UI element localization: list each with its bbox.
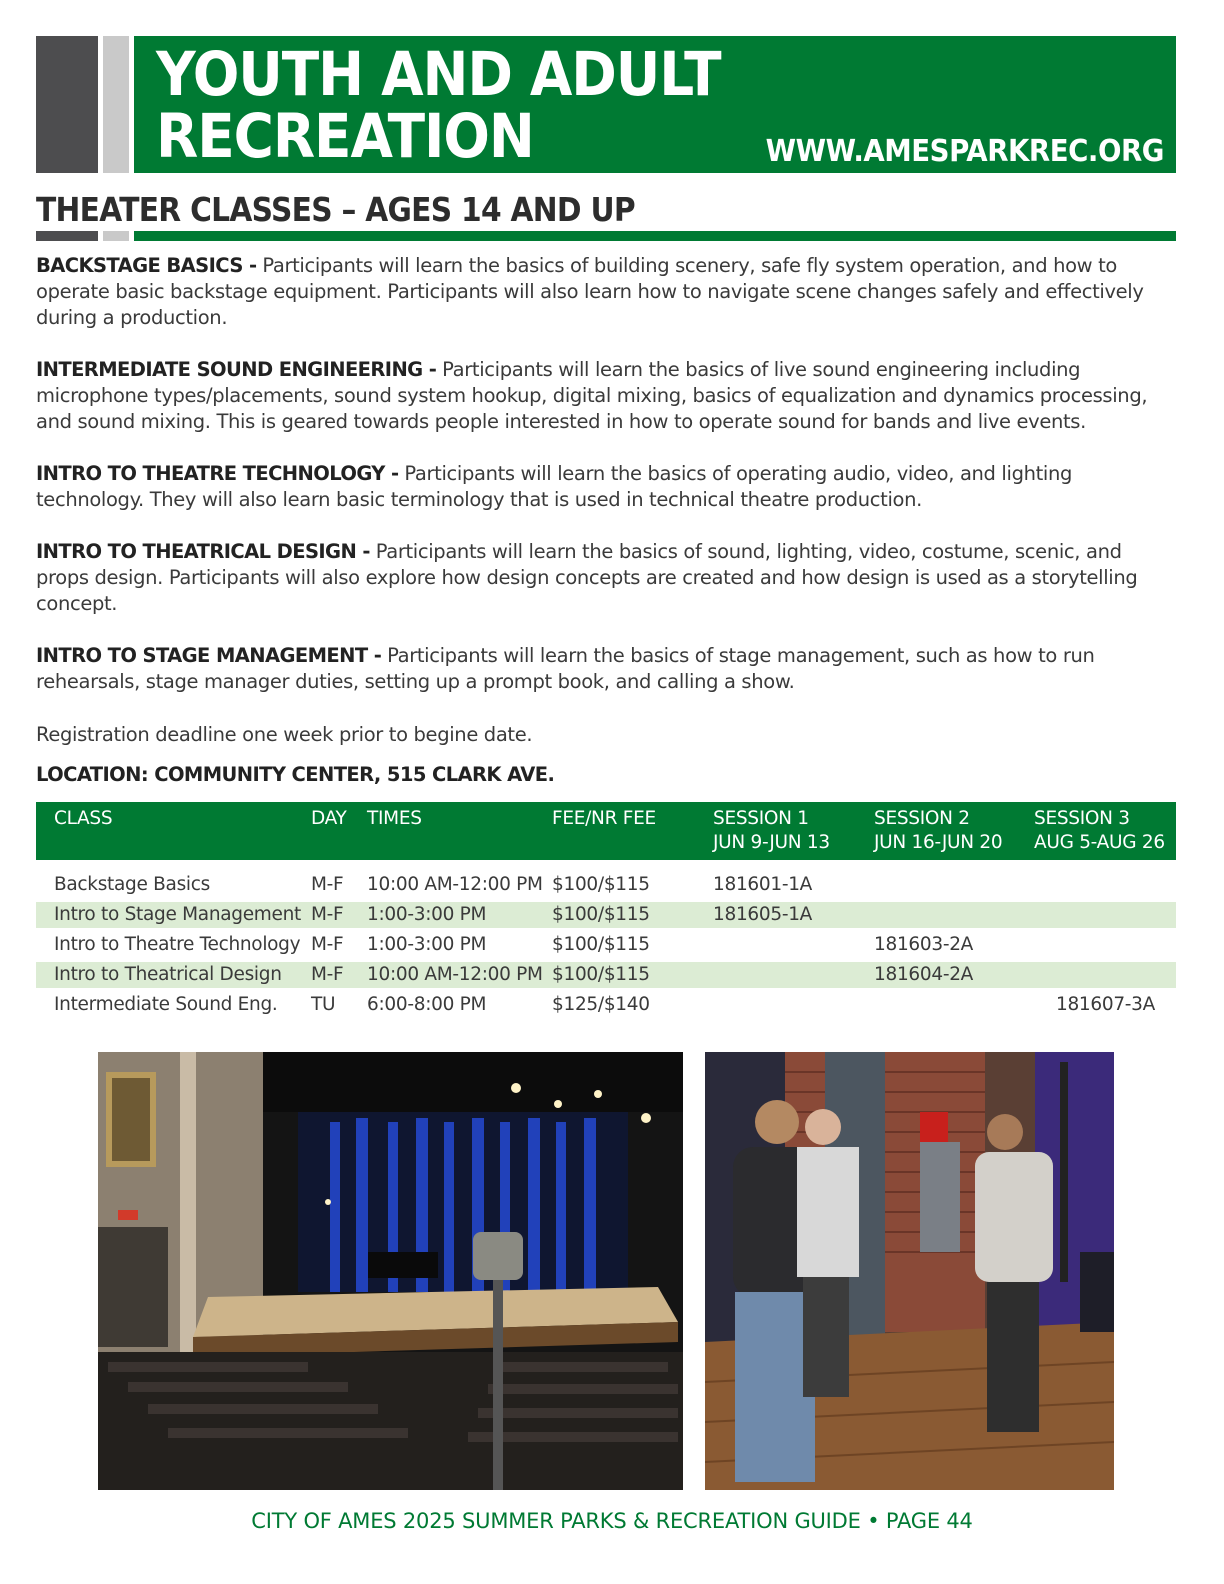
cell-fee: $100/$115 [552, 874, 650, 895]
header-session3-label: SESSION 3 [1034, 808, 1130, 829]
description-text: Participants will learn the basics of sound, lighting, video, costume, scenic, and props design. Participants will also explore how design concepts are created and how design is used as a storytelling concept. [36, 540, 1138, 615]
section-title: THEATER CLASSES – AGES 14 AND UP [36, 190, 635, 229]
table-row [36, 932, 1176, 958]
cell-fee: $100/$115 [552, 904, 650, 925]
cell-session1: 181601-1A [713, 874, 813, 895]
header-accent-light [103, 36, 129, 173]
description-title: INTRO TO THEATRICAL DESIGN - [36, 540, 370, 563]
schedule-table [36, 802, 1176, 1015]
header-session3-dates: AUG 5-AUG 26 [1034, 832, 1165, 853]
table-row [36, 992, 1176, 1018]
description-stage-management [36, 643, 1176, 695]
cell-times: 10:00 AM-12:00 PM [367, 874, 543, 895]
header-session2-label: SESSION 2 [874, 808, 970, 829]
description-backstage-basics [36, 253, 1176, 331]
cell-times: 10:00 AM-12:00 PM [367, 964, 543, 985]
section-rule-dark [36, 231, 98, 241]
page-title-line2: RECREATION [156, 101, 534, 172]
registration-deadline: Registration deadline one week prior to begine date. [36, 723, 533, 746]
cell-day: TU [311, 994, 336, 1015]
header-session1 [713, 807, 830, 855]
page-footer: CITY OF AMES 2025 SUMMER PARKS & RECREATION GUIDE • PAGE 44 [251, 1509, 973, 1533]
class-descriptions [36, 253, 1176, 721]
cell-fee: $125/$140 [552, 994, 650, 1015]
page-title-line1: YOUTH AND ADULT [156, 39, 721, 110]
cell-class: Backstage Basics [54, 874, 210, 895]
header-session1-dates: JUN 9-JUN 13 [713, 832, 830, 853]
cell-day: M-F [311, 964, 344, 985]
backstage-crew-photo [705, 1052, 1114, 1490]
cell-times: 1:00-3:00 PM [367, 904, 487, 925]
description-theatrical-design [36, 539, 1176, 617]
page-title [156, 39, 721, 172]
table-row [36, 872, 1176, 898]
header-class: CLASS [54, 808, 113, 829]
header-session2 [874, 807, 1002, 855]
description-text: Participants will learn the basics of operating audio, video, and lighting technology. They will also learn basic terminology that is used in technical theatre production. [36, 462, 1073, 511]
header-session3 [1034, 807, 1165, 855]
description-theatre-technology [36, 461, 1176, 513]
cell-times: 6:00-8:00 PM [367, 994, 487, 1015]
website-url: WWW.AMESPARKREC.ORG [765, 134, 1164, 169]
cell-session2: 181604-2A [874, 964, 974, 985]
cell-class: Intro to Theatre Technology [54, 934, 301, 955]
header-accent-dark [36, 36, 98, 173]
description-text: Participants will learn the basics of stage management, such as how to run rehearsals, stage manager duties, setting up a prompt book, and calling a show. [36, 644, 1095, 693]
description-title: INTRO TO STAGE MANAGEMENT - [36, 644, 382, 667]
description-title: BACKSTAGE BASICS - [36, 254, 257, 277]
cell-class: Intro to Stage Management [54, 904, 301, 925]
cell-session2: 181603-2A [874, 934, 974, 955]
header-fee: FEE/NR FEE [552, 808, 656, 829]
description-title: INTERMEDIATE SOUND ENGINEERING - [36, 358, 437, 381]
cell-fee: $100/$115 [552, 964, 650, 985]
header-session1-label: SESSION 1 [713, 808, 809, 829]
cell-day: M-F [311, 874, 344, 895]
table-header [36, 802, 1176, 860]
description-text: Participants will learn the basics of building scenery, safe fly system operation, and how to operate basic backstage equipment. Participants will also learn how to navigate scene changes safely and effectively during a production. [36, 254, 1144, 329]
header-day: DAY [311, 808, 347, 829]
section-rule-light [103, 231, 129, 241]
section-rule-green [134, 231, 1176, 241]
header-times: TIMES [367, 808, 422, 829]
theater-stage-photo [98, 1052, 683, 1490]
header-session2-dates: JUN 16-JUN 20 [874, 832, 1003, 853]
cell-day: M-F [311, 934, 344, 955]
description-title: INTRO TO THEATRE TECHNOLOGY - [36, 462, 399, 485]
location-label: LOCATION: COMMUNITY CENTER, 515 CLARK AVE. [36, 763, 555, 786]
cell-class: Intermediate Sound Eng. [54, 994, 278, 1015]
header-banner [134, 36, 1176, 173]
cell-day: M-F [311, 904, 344, 925]
description-text: Participants will learn the basics of live sound engineering including microphone types/placements, sound system hookup, digital mixing, basics of equalization and dynamics processing, and sound mixing. This is geared towards people interested in how to operate sound for bands and live events. [36, 358, 1148, 433]
cell-class: Intro to Theatrical Design [54, 964, 282, 985]
cell-session3: 181607-3A [1055, 994, 1155, 1015]
cell-fee: $100/$115 [552, 934, 650, 955]
cell-times: 1:00-3:00 PM [367, 934, 487, 955]
cell-session1: 181605-1A [713, 904, 813, 925]
table-body [36, 872, 1176, 1022]
table-row [36, 902, 1176, 928]
table-row [36, 962, 1176, 988]
description-intermediate-sound [36, 357, 1176, 435]
